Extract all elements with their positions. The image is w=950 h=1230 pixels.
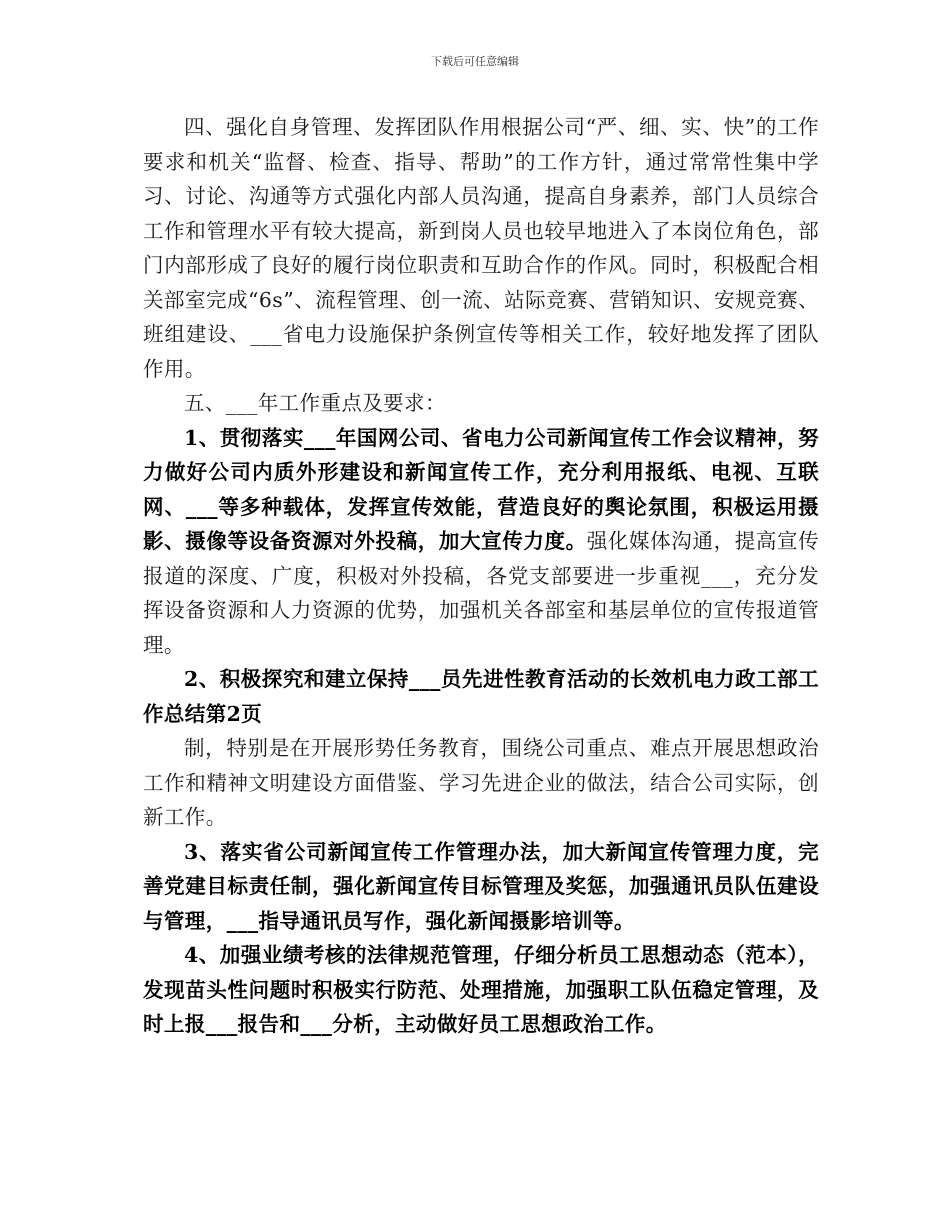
item-1-emphasis: 1、贯彻落实___年国网公司、省电力公司新闻宣传工作会议精神，努力做好公司内质外形建设和新闻宣传工作，充分利用报纸、电视、互联网、___等多种载体，发挥宣传效能，营造良好的舆论氛围，积极运用摄影、摄像等设备资源对外投稿，加大宣传力度。 <box>143 425 819 553</box>
paragraph-item-2: 2、积极探究和建立保持___员先进性教育活动的长效机电力政工部工作总结第2页 <box>143 667 819 726</box>
paragraph-team-management: 四、强化自身管理、发挥团队作用根据公司“严、细、实、快”的工作要求和机关“监督、检查、指导、帮助”的工作方针，通过常常性集中学习、讨论、沟通等方式强化内部人员沟通，提高自身素养，部门人员综合工作和管理水平有较大提高，新到岗人员也较早地进入了本岗位角色，部门内部形成了良好的履行岗位职责和互助合作的作风。同时，积极配合相关部室完成“6s”、流程管理、创一流、站际竞赛、营销知识、安规竞赛、班组建设、___省电力设施保护条例宣传等相关工作，较好地发挥了团队作用。 <box>143 115 819 381</box>
header-note: 下载后可任意编辑 <box>431 55 519 68</box>
item-1-continuation: 强化媒体沟通，提高宣传报道的深度、广度，积极对外投稿，各党支部要进一步重视___，充分发挥设备资源和人力资源的优势，加强机关各部室和基层单位的宣传报道管理。 <box>143 529 819 657</box>
document-body <box>143 110 819 1042</box>
paragraph-item-4: 4、加强业绩考核的法律规范管理，仔细分析员工思想动态（范本），发现苗头性问题时积极实行防范、处理措施，加强职工队伍稳定管理，及时上报___报告和___分析，主动做好员工思想政治工作。 <box>143 943 819 1036</box>
paragraph-item-1 <box>143 421 819 663</box>
section-heading-priorities: 五、___年工作重点及要求： <box>184 391 446 415</box>
paragraph-item-2-continuation: 制，特别是在开展形势任务教育，围绕公司重点、难点开展思想政治工作和精神文明建设方面借鉴、学习先进企业的做法，结合公司实际，创新工作。 <box>143 736 819 829</box>
paragraph-item-3: 3、落实省公司新闻宣传工作管理办法，加大新闻宣传管理力度，完善党建目标责任制，强化新闻宣传目标管理及奖惩，加强通讯员队伍建设与管理，___指导通讯员写作，强化新闻摄影培训等。 <box>143 839 819 933</box>
